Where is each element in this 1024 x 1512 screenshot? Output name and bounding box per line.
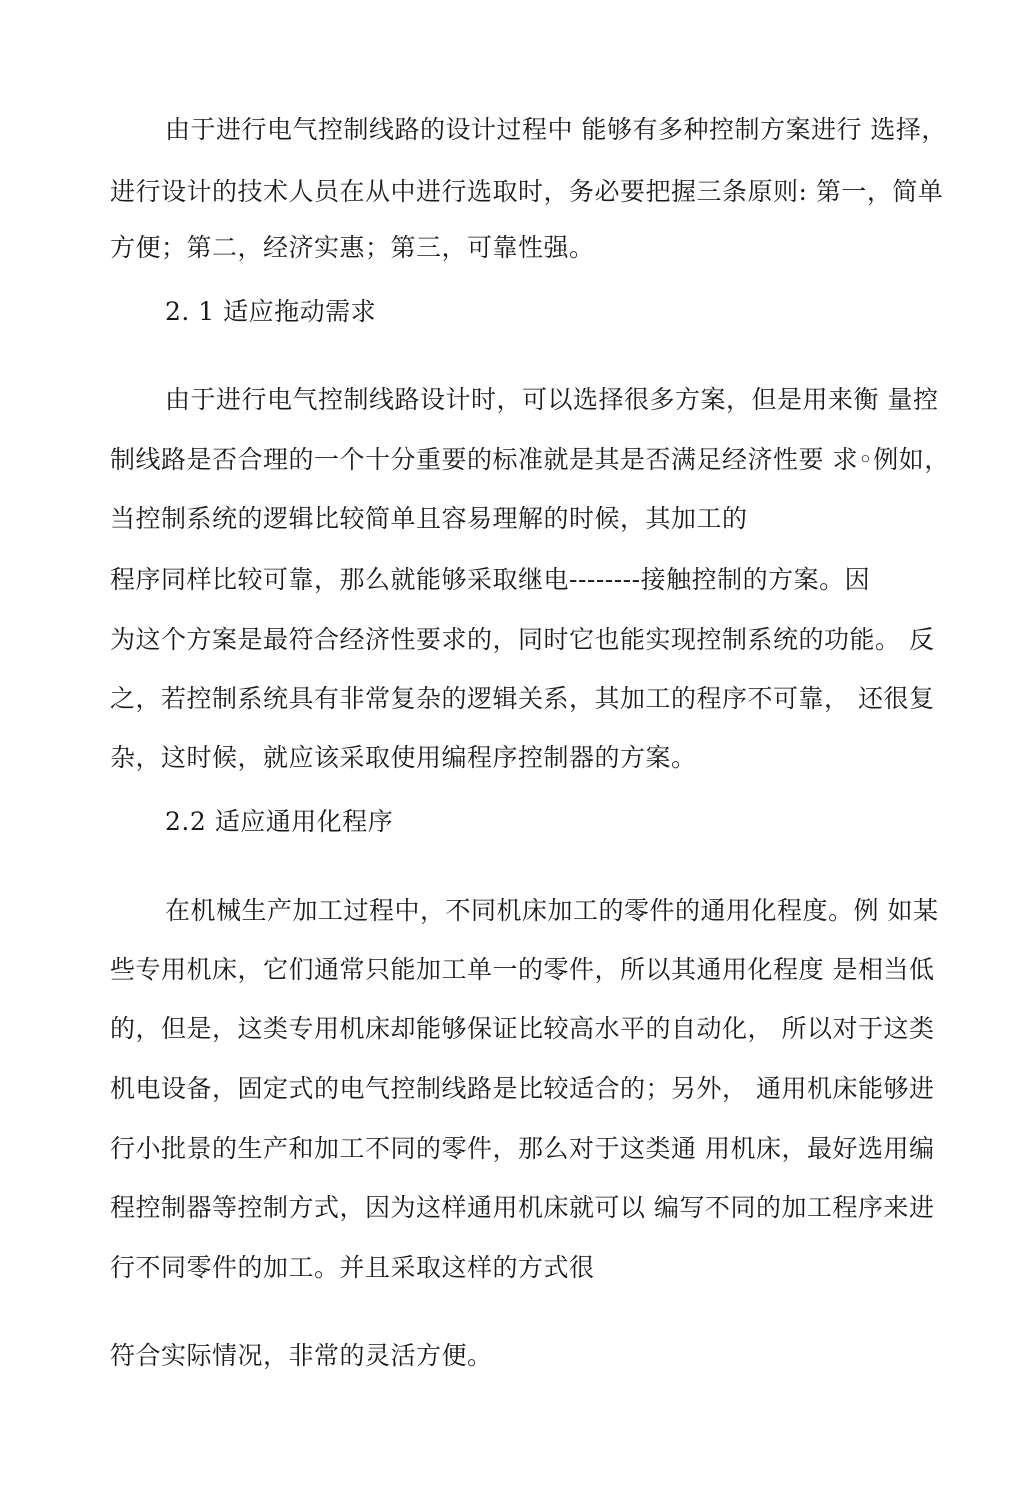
- paragraph-3-line-6: 程控制器等控制方式，因为这样通用机床就可以 编写不同的加工程序来进: [110, 1193, 935, 1222]
- section-heading-2-1: 2. 1 适应拖动需求: [165, 297, 377, 326]
- section-heading-2-2: 2.2 适应通用化程序: [165, 807, 394, 836]
- paragraph-2-line-1: 由于进行电气控制线路设计时，可以选择很多方案，但是用来衡 量控: [165, 385, 939, 414]
- paragraph-2-line-4: 程序同样比较可靠，那么就能够采取继电--------接触控制的方案。因: [110, 565, 871, 594]
- paragraph-3-line-5: 行小批景的生产和加工不同的零件，那么对于这类通 用机床，最好选用编: [110, 1134, 935, 1163]
- paragraph-1-line-3: 方便；第二，经济实惠；第三，可靠性强。: [110, 233, 595, 262]
- paragraph-3-line-3: 的，但是，这类专用机床却能够保证比较高水平的自动化， 所以对于这类: [110, 1014, 935, 1043]
- paragraph-1-line-2: 进行设计的技术人员在从中进行选取时，务必要把握三条原则: 第一，简单: [110, 177, 944, 206]
- paragraph-2-line-2: 制线路是否合理的一个十分重要的标准就是其是否满足经济性要 求◦例如，: [110, 445, 950, 474]
- paragraph-2-line-7: 杂，这时候，就应该采取使用编程序控制器的方案。: [110, 743, 697, 772]
- paragraph-1-line-1: 由于进行电气控制线路的设计过程中 能够有多种控制方案进行 选择，: [165, 115, 947, 144]
- paragraph-3-line-4: 机电设备，固定式的电气控制线路是比较适合的；另外， 通用机床能够进: [110, 1074, 935, 1103]
- paragraph-3-line-1: 在机械生产加工过程中，不同机床加工的零件的通用化程度。例 如某: [165, 896, 939, 925]
- paragraph-2-line-3: 当控制系统的逻辑比较简单且容易理解的时候，其加工的: [110, 504, 748, 533]
- paragraph-3-line-2: 些专用机床，它们通常只能加工单一的零件，所以其通用化程度 是相当低: [110, 955, 935, 984]
- paragraph-2-line-6: 之，若控制系统具有非常复杂的逻辑关系，其加工的程序不可靠， 还很复: [110, 684, 935, 713]
- paragraph-4: 符合实际情况，非常的灵活方便。: [110, 1341, 493, 1370]
- paragraph-2-line-5: 为这个方案是最符合经济性要求的，同时它也能实现控制系统的功能。 反: [110, 625, 935, 654]
- paragraph-3-line-7: 行不同零件的加工。并且采取这样的方式很: [110, 1253, 595, 1282]
